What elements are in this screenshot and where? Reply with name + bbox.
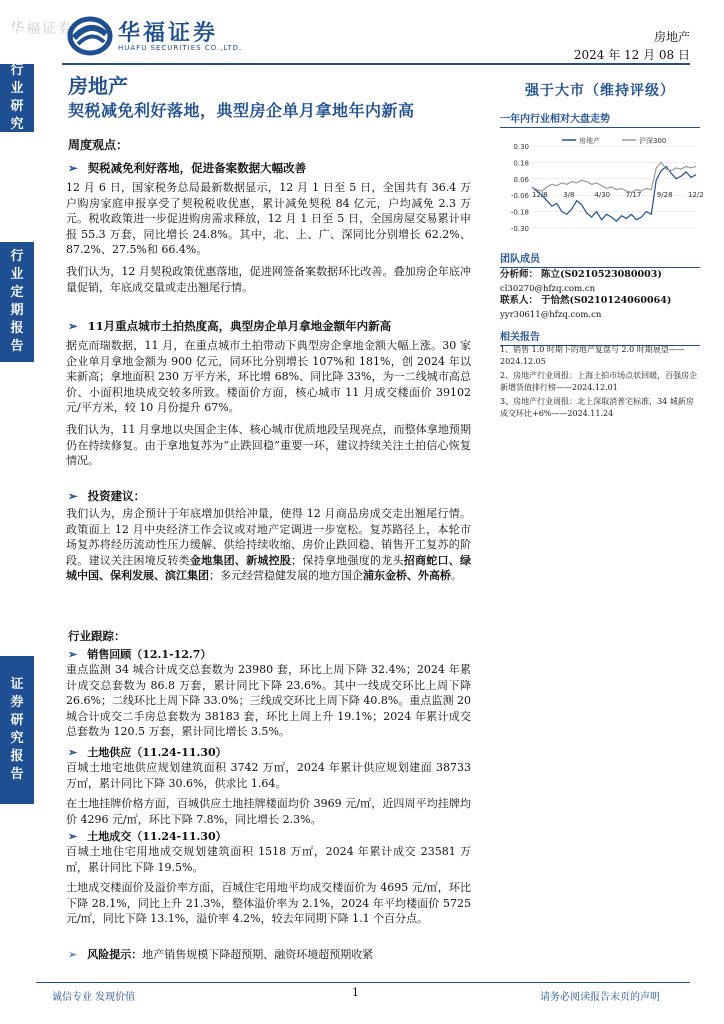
logo-english-text: HUAFU SECURITIES CO.,LTD. <box>118 44 243 52</box>
x-tick-label: 4/30 <box>594 191 611 200</box>
report-industry-title: 房地产 <box>68 74 128 98</box>
x-tick-label: 3/8 <box>563 191 575 200</box>
arrow-icon: ➢ <box>68 489 78 503</box>
analyst-name: 陈立(S0210523080003) <box>541 269 662 280</box>
logo-text: 华福证券 <box>118 21 219 46</box>
section1-paragraph1: 12 月 6 日，国家税务总局最新数据显示，12 月 1 日至 5 日，全国共有 36.4 万户购房家庭申报享受了契税税收优惠，累计减免契税 84 亿元，户均减免 2.3 万元。税收政策进一步促进购房需求释放，12 月 1 日至 5 日，全国房屋交易累计申报 55.3 万套，同比增长 24.8%。其中，北、上、广、深同比分别增长 62.2%、87.2%、27.5%和 66.4%。 <box>66 181 471 256</box>
sidebar-tag-middle: 行业定期报告 <box>0 242 34 362</box>
x-tick-label: 12/2 <box>688 191 704 200</box>
sales-paragraph: 重点监测 34 城合计成交总套数为 23980 套，环比上周下降 32.4%；2024 年累计成交总套数为 86.8 万套，累计同比下降 23.6%。其中一线成交环比上周下降 26.6%；二线环比上周下降 33.0%；三线成交环比上周下降 40.8%。重点监测 20 城合计成交二手房总套数为 38183 套，环比上周上升 19.1%；2024 年累计成交总套数为 120.5 万套，累计同比增长 3.5%。 <box>66 663 471 738</box>
supply-paragraph1: 百城土地宅地供应规划建筑面积 3742 万㎡，2024 年累计供应规划建面 38733 万㎡，累计同比下降 30.6%，供求比 1.64。 <box>66 761 471 790</box>
y-tick-label: 0.18 <box>513 159 529 168</box>
x-tick-label: 9/28 <box>656 191 673 200</box>
related-report-3[interactable]: 3、房地产行业周报：北上深取消普宅标准，34 城新房成交环比+6%——2024.11.24 <box>500 397 694 418</box>
team-title: 团队成员 <box>500 250 700 268</box>
supply-heading: ➢ 土地供应（11.24-11.30） <box>68 746 227 759</box>
land-deal-paragraph2: 土地成交楼面价及溢价率方面，百城住宅用地平均成交楼面价为 4695 元/㎡，环比下降 28.1%，同比上升 21.3%，整体溢价率为 2.1%，2024 年平均楼面价 5725 元/㎡，同比下降 13.1%，溢价率 4.2%，较去年同期下降 1.1 个百分点。 <box>66 881 471 925</box>
tracking-label: 行业跟踪： <box>68 629 126 643</box>
related-reports-title: 相关报告 <box>500 328 700 346</box>
header-industry: 房地产 <box>653 30 690 44</box>
section2-paragraph1: 据克而瑞数据，11 月，在重点城市土拍带动下典型房企拿地金额大幅上涨。30 家企业单月拿地金额为 900 亿元，同环比分别增长 107%和 181%，创 2024 年以来新高；拿地面积 230 万平方米，环比增 68%、同比降 33%，为一二线城市高总价、小面积地块成交较多所致。楼面价方面，核心城市 11 月成交楼面价 39102 元/平方米，较 10 月份提升 67%。 <box>66 339 471 414</box>
chart-title: 一年内行业相对大盘走势 <box>500 110 700 128</box>
watermark: 华福证券 <box>10 21 74 37</box>
related-report-1[interactable]: 1、销售 1.0 时期下的地产复盘与 2.0 时期展望——2024.12.05 <box>500 345 685 366</box>
section2-heading: ➢ 11月重点城市土拍热度高，典型房企单月拿地金额年内新高 <box>68 319 392 333</box>
x-tick-label: 12/8 <box>532 191 548 200</box>
sidebar-tag-bottom: 证券研究报告 <box>0 656 34 804</box>
section1-paragraph2: 我们认为，12 月契税政策优惠落地，促进网签备案数据环比改善。叠加房企年底冲量促销，年底成交量或走出翘尾行情。 <box>66 265 471 294</box>
land-deal-heading: ➢ 土地成交（11.24-11.30） <box>68 830 227 843</box>
y-tick-label: -0.06 <box>510 192 529 201</box>
series-line-1 <box>532 162 696 192</box>
contact-name: 于恰然(S0210124060064) <box>541 295 672 306</box>
contact-email: yyr30611@hfzq.com.cn <box>500 310 602 320</box>
arrow-icon: ➢ <box>68 948 78 961</box>
arrow-icon: ➢ <box>68 746 78 759</box>
arrow-icon: ➢ <box>68 830 78 843</box>
y-tick-label: 0.06 <box>513 175 529 184</box>
supply-paragraph2: 在土地挂牌价格方面，百城供应土地挂牌楼面均价 3969 元/㎡，近四周平均挂牌均价 4296 元/㎡，环比下降 7.8%，同比增长 2.3%。 <box>66 797 471 826</box>
section3-heading: ➢ 投资建议： <box>68 489 146 503</box>
relative-performance-chart <box>500 134 704 234</box>
risk-line: ➢ 风险提示：地产销售规模下降超预期、融资环境超预期收紧 <box>68 948 374 961</box>
legend-label: 沪深300 <box>639 137 667 145</box>
arrow-icon: ➢ <box>68 648 78 661</box>
page-number: 1 <box>352 986 359 999</box>
header-date: 2024 年 12 月 08 日 <box>573 48 690 62</box>
y-tick-label: -0.30 <box>510 225 529 233</box>
section1-heading: ➢ 契税减免利好落地，促进备案数据大幅改善 <box>68 161 307 175</box>
footer-slogan: 诚信专业 发现价值 <box>52 992 136 1003</box>
footer-disclaimer: 请务必阅读报告末页的声明 <box>540 992 660 1003</box>
footer-divider <box>36 982 690 983</box>
x-tick-label: 7/17 <box>625 191 642 200</box>
header-divider <box>62 63 690 65</box>
y-tick-label: 0.30 <box>513 143 529 151</box>
rating-label: 强于大市（维持评级） <box>525 83 675 99</box>
arrow-icon: ➢ <box>68 319 78 333</box>
arrow-icon: ➢ <box>68 161 78 175</box>
report-main-title: 契税减免利好落地，典型房企单月拿地年内新高 <box>68 101 415 120</box>
section3-paragraph: 我们认为，房企预计于年底增加供给冲量，使得 12 月商品房成交走出翘尾行情。政策面上 12 月中央经济工作会议或对地产定调进一步宽松。复苏路径上，本轮市场复苏将经历流动性压力缓解、供给持续收缩、房价止跌回稳、销售开工复苏的阶段。建议关注困境反转类金地集团、新城控股；保持拿地强度的龙头招商蛇口、绿城中国、保利发展、滨江集团；多元经营稳健发展的地方国企浦东金桥、外高桥。 <box>66 507 472 582</box>
legend-label: 房地产 <box>579 137 600 145</box>
contact-line: 联系人： 于恰然(S0210124060064) <box>500 295 672 306</box>
viewpoint-label: 周度观点： <box>68 138 129 152</box>
y-tick-label: -0.18 <box>510 208 529 217</box>
analyst-email: cl30270@hfzq.com.cn <box>500 284 596 294</box>
related-report-2[interactable]: 2、房地产行业周报：上海土拍市场点状回暖，百强房企新增货值排行榜——2024.12.01 <box>500 371 698 392</box>
section2-paragraph2: 我们认为，11 月拿地以央国企主体、核心城市优质地段呈现亮点，而整体拿地预期仍在持续修复。由于拿地复苏为“止跌回稳”重要一环，建议持续关注土拍信心恢复情况。 <box>66 423 471 467</box>
land-deal-paragraph1: 百城土地住宅用地成交规划建筑面积 1518 万㎡，2024 年累计成交 23581 万㎡，累计同比下降 19.5%。 <box>66 845 471 874</box>
huafu-logo-icon <box>68 16 114 56</box>
sidebar-tag-top: 行业研究 <box>0 64 34 132</box>
sales-heading: ➢ 销售回顾（12.1-12.7） <box>68 648 212 661</box>
analyst-line: 分析师： 陈立(S0210523080003) <box>500 269 662 280</box>
